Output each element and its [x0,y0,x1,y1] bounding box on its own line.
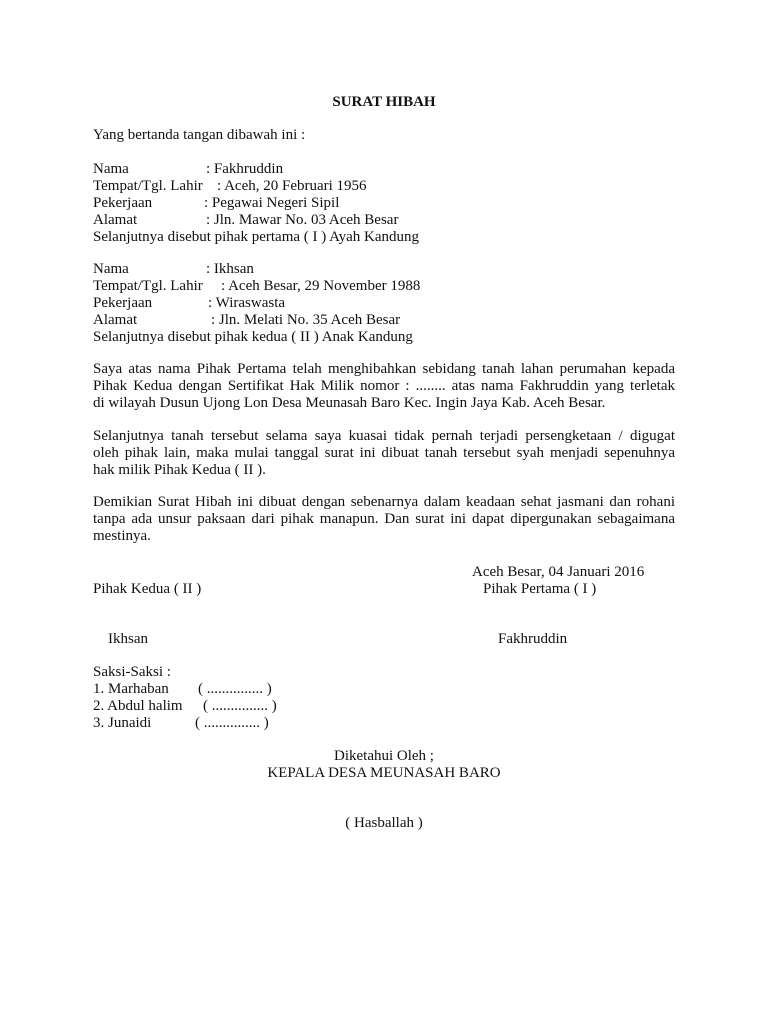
witness-signature-blank: ( ............... ) [195,715,269,731]
field-label: Nama [93,261,129,277]
signature-role-right: Pihak Pertama ( I ) [483,581,597,597]
paragraph-line: oleh pihak lain, maka mulai tanggal surat ini dibuat tanah tersebut syah menjadi sepenuhnya [93,445,675,461]
village-head-name: ( Hasballah ) [345,815,423,831]
field-value: : Jln. Melati No. 35 Aceh Besar [211,312,401,328]
field-value: : Fakhruddin [206,161,284,177]
party-one-address-row [93,212,419,229]
field-label: Pekerjaan [93,195,153,211]
village-head-title: KEPALA DESA MEUNASAH BARO [267,765,501,781]
field-label: Nama [93,161,129,177]
witness-signature-blank: ( ............... ) [203,698,277,714]
field-label: Pekerjaan [93,295,153,311]
party-one-birth-row [93,178,419,195]
field-label: Tempat/Tgl. Lahir [93,278,203,294]
acknowledged-by: Diketahui Oleh ; [334,748,434,764]
paragraph-line: di wilayah Dusun Ujong Lon Desa Meunasah Baro Kec. Ingin Jaya Kab. Aceh Besar. [93,395,606,411]
field-value: : Aceh, 20 Februari 1956 [217,178,367,194]
intro-text: Yang bertanda tangan dibawah ini : [93,127,306,143]
paragraph-line: Selanjutnya tanah tersebut selama saya kuasai tidak pernah terjadi persengketaan / digugat [93,428,675,444]
field-label: Alamat [93,312,138,328]
party-one-note: Selanjutnya disebut pihak pertama ( I ) Ayah Kandung [93,229,420,245]
field-value: : Pegawai Negeri Sipil [204,195,340,211]
field-value: : Ikhsan [206,261,254,277]
paragraph-line: hak milik Pihak Kedua ( II ). [93,462,266,478]
witness-signature-blank: ( ............... ) [198,681,272,697]
witness-name: 2. Abdul halim [93,698,183,714]
party-two-job-row [93,295,413,312]
party-two-name-row [93,261,413,278]
signature-name-right: Fakhruddin [498,631,568,647]
field-value: : Wiraswasta [208,295,286,311]
paragraph-closing [93,494,675,545]
signature-name-left: Ikhsan [108,631,148,647]
party-one-job-row [93,195,419,212]
field-value: : Jln. Mawar No. 03 Aceh Besar [206,212,399,228]
witness-name: 1. Marhaban [93,681,169,697]
document-title: SURAT HIBAH [332,94,436,110]
witness-name: 3. Junaidi [93,715,152,731]
paragraph-line: tanpa ada unsur paksaan dari pihak manapun. Dan surat ini dapat dipergunakan sebagaimana [93,511,675,527]
paragraph-line: mestinya. [93,528,151,544]
field-value: : Aceh Besar, 29 November 1988 [221,278,421,294]
field-label: Alamat [93,212,138,228]
party-one-name-row [93,161,419,178]
party-two-address-row [93,312,413,329]
witnesses-heading: Saksi-Saksi : [93,664,171,680]
paragraph-grant [93,361,675,412]
paragraph-ownership [93,428,675,479]
party-two-birth-row [93,278,421,295]
party-two-block [93,261,421,346]
paragraph-line: Pihak Kedua dengan Sertifikat Hak Milik nomor : ........ atas nama Fakhruddin yang terletak [93,378,675,394]
field-label: Tempat/Tgl. Lahir [93,178,203,194]
party-two-note: Selanjutnya disebut pihak kedua ( II ) Anak Kandung [93,329,413,345]
place-date: Aceh Besar, 04 Januari 2016 [472,564,645,580]
paragraph-line: Demikian Surat Hibah ini dibuat dengan sebenarnya dalam keadaan sehat jasmani dan rohani [93,494,675,510]
party-one-block [93,161,419,246]
paragraph-line: Saya atas nama Pihak Pertama telah menghibahkan sebidang tanah lahan perumahan kepada [93,361,675,377]
signature-role-left: Pihak Kedua ( II ) [93,581,202,597]
